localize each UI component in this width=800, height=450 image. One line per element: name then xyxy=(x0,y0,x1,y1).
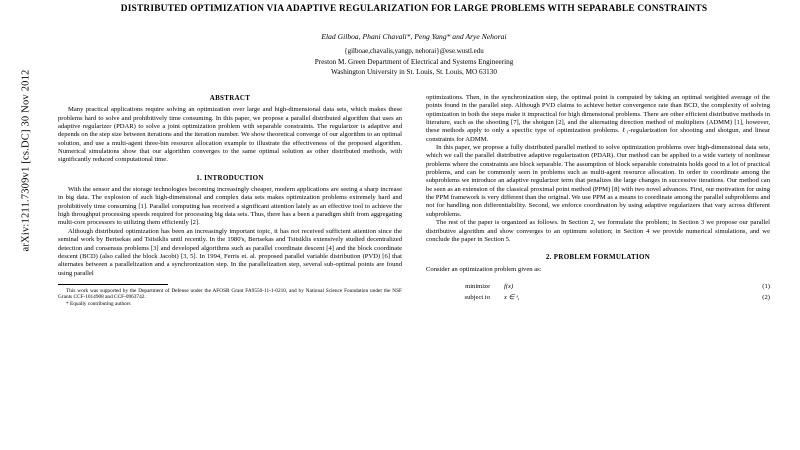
introduction-heading: 1. INTRODUCTION xyxy=(196,173,264,182)
footnote-line-1: This work was supported by the Department of Defense under the AFOSR Grant FA9550-11-1-0210, and by National Science Foundation under the NSF Grants CCF-1014908 and CCF-0963742. xyxy=(58,287,402,301)
equation-row xyxy=(426,292,770,303)
affiliation-line-2: Washington University in St. Louis, St. Louis, MO 63130 xyxy=(331,68,497,76)
right-paragraph-3: The rest of the paper is organized as follows. In Section 2, we formulate the problem; in Section 3 we propose our parallel distributive algorithm and show converges to an optimum solution; in Section 4 we provide numerical simulations, and we conclude the paper in Section 5. xyxy=(426,219,770,243)
arxiv-stamp: arXiv:1211.7309v1 [cs.DC] 30 Nov 2012 xyxy=(20,69,32,252)
affiliation-line-1: Preston M. Green Department of Electrical and Systems Engineering xyxy=(314,57,514,66)
equation-number-1: (1) xyxy=(762,282,770,290)
abstract-heading: ABSTRACT xyxy=(209,94,251,102)
author-list: Elad Gilboa, Phani Chavali*, Peng Yang* and Arye Nehorai xyxy=(321,32,507,41)
equation-block xyxy=(426,281,770,303)
footnote-divider xyxy=(58,284,168,285)
intro-paragraph-1: With the sensor and the storage technologies becoming increasingly cheaper, modern applications are seeing a sharp increase in big data. The explosion of such high-dimensional and complex data sets makes optimization problems extremely hard and prohibitively time consuming [1]. Parallel computing has received a significant attention lately as an effective tool to achieve the high throughput processing speeds required for processing big data sets. Thus, there has a been a paradigm shift from aggregating multi-core processors to utilizing them efficiently [2]. xyxy=(58,186,402,227)
equation-number-2: (2) xyxy=(762,293,770,301)
column-right xyxy=(426,94,770,450)
two-column-body xyxy=(58,94,770,450)
equation-expression-1: f(х) xyxy=(504,282,514,290)
equation-row xyxy=(426,281,770,292)
page-title: DISTRIBUTED OPTIMIZATION VIA ADAPTIVE REGULARIZATION FOR LARGE PROBLEMS WITH SEPARABLE CONSTRAINTS xyxy=(120,4,708,14)
right-paragraph-1: optimizations. Then, in the synchronization step, the optimal point is computed by taking an optimal weighted average of the points found in the parallel step. Although PVD claims to achieve better convergence rate than BCD, the complexity of solving optimization in both the steps make it impractical for high dimensional problems. There are other efficient distributive methods in literature, such as the shooting [7], the shotgun [2], and the alternating direction method of multipliers (ADMM) [1], however, these methods apply to only a specific type of optimization problems. ℓ₁-regularization for shooting and shotgun, and linear constraints for ADMM. xyxy=(426,94,770,143)
equation-label-2: subject to xyxy=(464,293,490,301)
footnote-block xyxy=(58,288,402,308)
abstract-paragraph: Many practical applications require solving an optimization over large and high-dimensional data sets, which makes these problems hard to solve and prohibitively time consuming. In this paper, we propose a parallel distributed algorithm that uses an adaptive regularizer (PDAR) to solve a joint optimization problem with separable constraints. The regularizer is adaptive and depends on the step size between iterations and the iteration number. We show theoretical converge of our algorithm to an optimal solution, and use a multi-agent three-bin resource allocation example to illustrate the effectiveness of the proposed algorithm. Numerical simulations show that our algorithm converges to the same optimal solution as other distributed methods, with significantly reduced computational time. xyxy=(58,106,402,164)
right-paragraph-2: In this paper, we propose a fully distributed parallel method to solve optimization problems over high-dimensional data sets, which we call the parallel distributive adaptive regularization (PDAR). Our method can be applied to a wide variety of nonlinear problems where the constraints are block separable. The assumption of block separable constraints holds good in a lot of practical problems, and can be commonly seen in problems such as multi-agent resource allocation. In order to coordinate among the subproblems we introduce an adaptive regularizer term that penalizes the large changes in successive iterations. Our method can be seen as an extension of the classical proximal point method (PPM) [8] with two novel advances. First, our motivation for using the PPM framework is very different than the original. We use PPM as a means to coordinate among the parallel subproblems and not for handling non differentiability. Second, we enforce coordination by using adaptive regularizers that vary across different subproblems. xyxy=(426,144,770,218)
column-left xyxy=(58,94,402,450)
author-email: {gilboae,chavalis,yangp, nehorai}@ese.wustl.edu xyxy=(344,47,484,55)
footnote-line-2: * Equally contributing authors xyxy=(66,301,131,308)
formulation-paragraph-1: Consider an optimization problem given as: xyxy=(426,265,542,273)
intro-paragraph-2: Although distributed optimization has been an increasingly important topic, it has not received sufficient attention since the seminal work by Bertsekas and Tsitsiklis until recently. In the 1980's, Bertsekas and Tsitsiklis extensively studied decentralized detection and consensus problems [3] and developed algorithms such as parallel coordinate descent [4] and the block coordinate descent (BCD) (also called the block Jacobi) [3, 5]. In 1994, Ferris et. al. proposed parallel variable distribution (PVD) [6] that alternates between a parallelization and a synchronization step. In the parallelization step, several sub-optimal points are found using parallel xyxy=(58,227,402,277)
problem-formulation-heading: 2. PROBLEM FORMULATION xyxy=(545,253,651,262)
equation-expression-2: х ∈ ᵊ, xyxy=(504,293,520,301)
equation-label-1: minimize xyxy=(465,282,490,290)
paper-content xyxy=(58,0,770,450)
